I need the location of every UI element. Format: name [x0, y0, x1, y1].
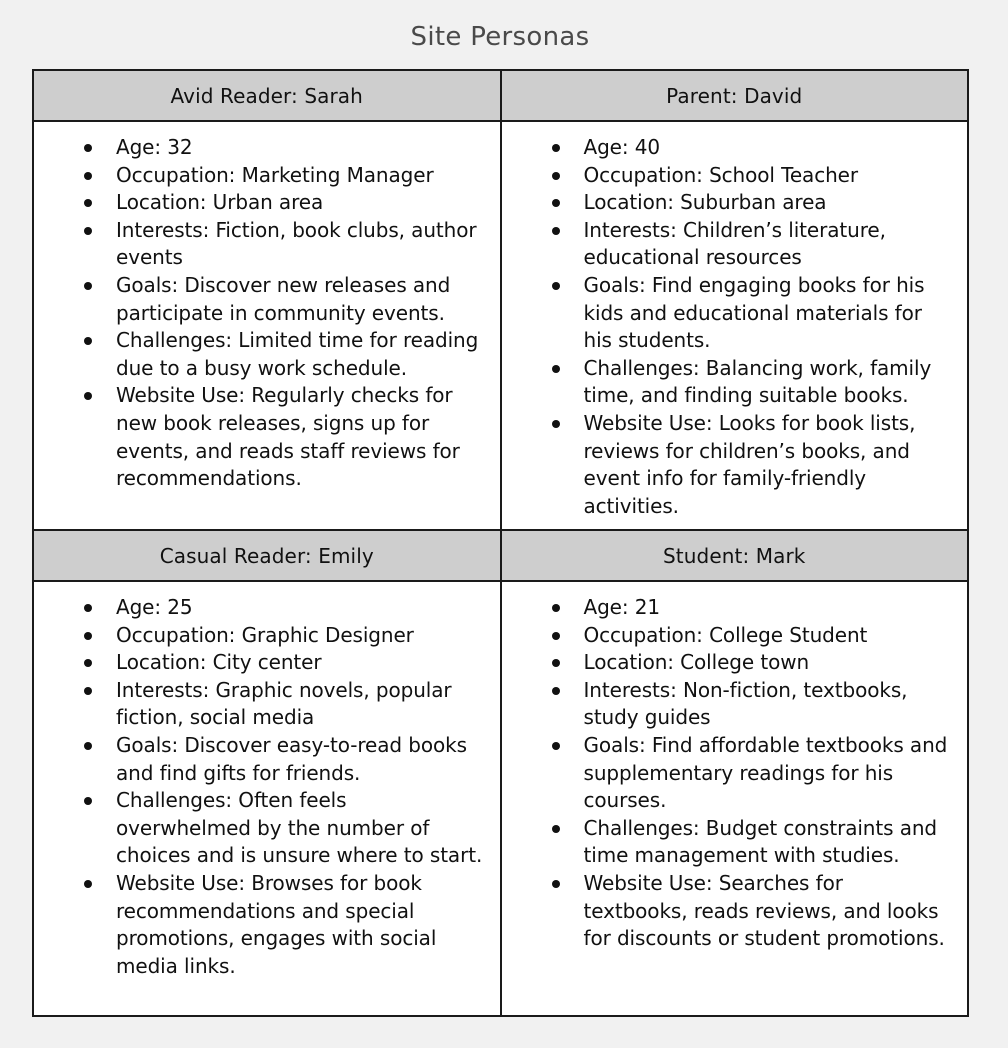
list-item: Occupation: Marketing Manager — [82, 162, 486, 190]
list-item: Challenges: Limited time for reading due to a busy work schedule. — [82, 327, 486, 382]
list-item: Goals: Find affordable textbooks and supplementary readings for his courses. — [550, 732, 954, 815]
list-item: Location: Suburban area — [550, 189, 954, 217]
persona-attribute-list — [550, 594, 954, 953]
list-item: Website Use: Regularly checks for new book releases, signs up for events, and reads staff reviews for recommendations. — [82, 382, 486, 492]
persona-header-david: Parent: David — [501, 70, 969, 121]
list-item: Location: Urban area — [82, 189, 486, 217]
list-item: Interests: Fiction, book clubs, author events — [82, 217, 486, 272]
persona-header-mark: Student: Mark — [501, 530, 969, 581]
persona-header-sarah: Avid Reader: Sarah — [33, 70, 501, 121]
list-item: Location: College town — [550, 649, 954, 677]
persona-attribute-list — [550, 134, 954, 520]
list-item: Website Use: Looks for book lists, reviews for children’s books, and event info for family-friendly activities. — [550, 410, 954, 520]
body-row — [33, 581, 968, 1016]
list-item: Interests: Children’s literature, educational resources — [550, 217, 954, 272]
list-item: Challenges: Often feels overwhelmed by the number of choices and is unsure where to start. — [82, 787, 486, 870]
list-item: Occupation: School Teacher — [550, 162, 954, 190]
list-item: Challenges: Balancing work, family time, and finding suitable books. — [550, 355, 954, 410]
persona-cell-mark — [501, 581, 969, 1016]
list-item: Age: 40 — [550, 134, 954, 162]
page-title: Site Personas — [410, 22, 590, 52]
list-item: Age: 25 — [82, 594, 486, 622]
persona-cell-emily — [33, 581, 501, 1016]
header-row — [33, 530, 968, 581]
list-item: Website Use: Searches for textbooks, reads reviews, and looks for discounts or student promotions. — [550, 870, 954, 953]
list-item: Goals: Find engaging books for his kids and educational materials for his students. — [550, 272, 954, 355]
list-item: Occupation: Graphic Designer — [82, 622, 486, 650]
persona-attribute-list — [82, 594, 486, 980]
persona-header-emily: Casual Reader: Emily — [33, 530, 501, 581]
list-item: Age: 21 — [550, 594, 954, 622]
list-item: Location: City center — [82, 649, 486, 677]
persona-table — [32, 69, 969, 1017]
list-item: Interests: Non-fiction, textbooks, study guides — [550, 677, 954, 732]
persona-cell-sarah — [33, 121, 501, 530]
body-row — [33, 121, 968, 530]
list-item: Occupation: College Student — [550, 622, 954, 650]
persona-attribute-list — [82, 134, 486, 493]
list-item: Challenges: Budget constraints and time management with studies. — [550, 815, 954, 870]
list-item: Goals: Discover new releases and participate in community events. — [82, 272, 486, 327]
list-item: Goals: Discover easy-to-read books and find gifts for friends. — [82, 732, 486, 787]
list-item: Website Use: Browses for book recommendations and special promotions, engages with social media links. — [82, 870, 486, 980]
persona-cell-david — [501, 121, 969, 530]
header-row — [33, 70, 968, 121]
list-item: Interests: Graphic novels, popular fiction, social media — [82, 677, 486, 732]
list-item: Age: 32 — [82, 134, 486, 162]
